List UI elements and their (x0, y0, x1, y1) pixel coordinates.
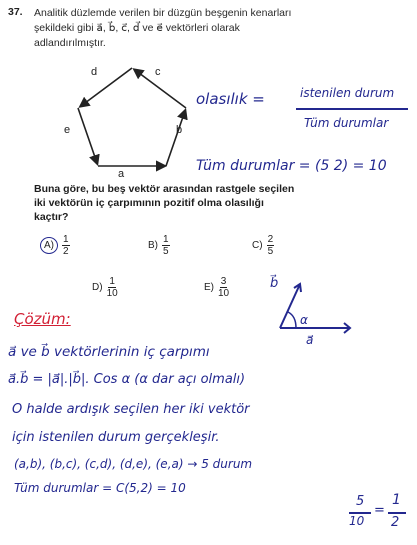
solution-line-4: için istenilen durum gerçekleşir. (12, 430, 220, 445)
hand-fraction-bar (296, 108, 408, 110)
sketch-label-a: a⃗ (306, 333, 314, 347)
choice-e-letter: E) (204, 282, 214, 293)
sketch-vector-b (280, 284, 300, 328)
pentagon-figure (68, 62, 208, 182)
question-text (34, 6, 364, 51)
solution-line-1: a⃗ ve b⃗ vektörlerinin iç çarpımı (8, 344, 210, 360)
question-line-2: şekildeki gibi a⃗, b⃗, c⃗, d⃗ ve e⃗ vektörleri olarak (34, 22, 240, 34)
choice-d-letter: D) (92, 282, 103, 293)
sketch-label-b: b⃗ (270, 276, 279, 291)
vector-d-arrow (81, 68, 132, 106)
question-line-1: Analitik düzlemde verilen bir düzgün beşgenin kenarları (34, 7, 292, 19)
hand-olasilik-denominator: Tüm durumlar (304, 116, 389, 130)
solution-line-2: a⃗.b⃗ = |a⃗|.|b⃗|. Cos α (α dar açı olmalı) (8, 372, 246, 387)
hand-tum-durumlar: Tüm durumlar = (5 2) = 10 (196, 158, 387, 174)
solution-line-6: Tüm durumlar = C(5,2) = 10 (14, 481, 186, 495)
choice-b-fraction: $\frac{1}{5}$ (163, 234, 169, 257)
hand-olasilik-numerator: istenilen durum (300, 86, 395, 100)
result-fraction-bar (388, 512, 406, 514)
choice-d-fraction: $\frac{1}{10}$ (106, 276, 118, 299)
vector-b-arrow (166, 111, 185, 166)
final-equals: = (374, 503, 385, 518)
sketch-label-alpha: α (300, 313, 308, 327)
choice-c-fraction: $\frac{2}{5}$ (267, 234, 274, 257)
label-b: b (176, 124, 183, 136)
prompt-line-1: Buna göre, bu beş vektör arasından rastgele seçilen (34, 183, 295, 195)
choice-e-fraction: $\frac{3}{10}$ (218, 276, 230, 299)
solution-line-5: (a,b), (b,c), (c,d), (d,e), (e,a) → 5 durum (14, 457, 253, 471)
vector-e-arrow (78, 108, 97, 163)
label-c: c (155, 66, 161, 78)
label-e: e (64, 124, 71, 136)
final-fraction-den: 10 (349, 514, 365, 528)
label-d: d (91, 66, 98, 78)
choice-e[interactable] (204, 276, 229, 299)
result-den: 2 (391, 515, 400, 530)
solution-heading: Çözüm: (14, 310, 71, 328)
choice-b-letter: B) (148, 240, 158, 251)
question-prompt (34, 182, 364, 224)
choice-b[interactable] (148, 234, 170, 257)
angle-sketch (268, 276, 388, 346)
result-num: 1 (392, 492, 401, 508)
solution-line-3: O halde ardışık seçilen her iki vektör (12, 402, 250, 417)
choice-a[interactable] (40, 234, 70, 257)
choice-c[interactable] (252, 234, 274, 257)
final-fraction-num: 5 (356, 494, 365, 509)
question-line-3: adlandırılmıştır. (34, 37, 106, 49)
choice-a-fraction: $\frac{1}{2}$ (63, 234, 69, 257)
choice-a-letter: A) (40, 237, 58, 254)
question-number: 37. (8, 6, 23, 18)
prompt-line-2: iki vektörün iç çarpımının pozitif olma olasılığı (34, 197, 264, 209)
choice-c-letter: C) (252, 240, 263, 251)
choice-d[interactable] (92, 276, 118, 299)
label-a: a (118, 168, 125, 180)
sketch-angle-arc (288, 312, 296, 328)
prompt-line-3: kaçtır? (34, 211, 69, 223)
hand-olasilik: olasılık = (196, 90, 265, 108)
